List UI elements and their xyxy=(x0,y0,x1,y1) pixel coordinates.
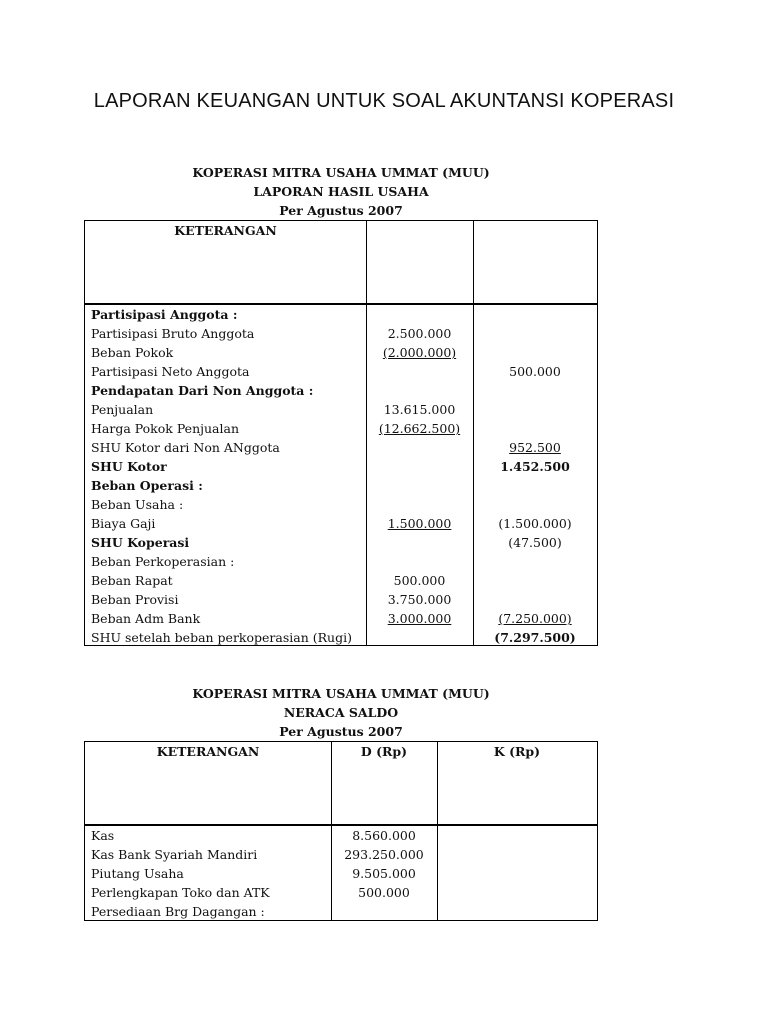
report2-org: KOPERASI MITRA USAHA UMMAT (MUU) xyxy=(192,686,490,701)
table-row xyxy=(85,400,597,419)
row-label: Beban Provisi xyxy=(91,592,179,607)
table-row xyxy=(85,381,597,400)
table-row xyxy=(85,324,597,343)
row-value-col1: 9.505.000 xyxy=(352,866,416,881)
table-row xyxy=(85,552,597,571)
table-row xyxy=(85,571,597,590)
row-label: Partisipasi Neto Anggota xyxy=(91,364,250,379)
row-value-col1: 3.750.000 xyxy=(387,592,452,607)
row-label: Kas xyxy=(91,828,115,843)
row-label: SHU Kotor xyxy=(91,459,167,474)
table-row xyxy=(85,864,597,883)
row-value-col2: 952.500 xyxy=(509,440,561,455)
table-row xyxy=(85,533,597,552)
report2-period: Per Agustus 2007 xyxy=(279,724,403,739)
row-label: Beban Adm Bank xyxy=(91,611,201,626)
table-row xyxy=(85,590,597,609)
report1-header xyxy=(84,163,598,220)
row-value-col2: (7.297.500) xyxy=(494,630,576,645)
row-label: Beban Perkoperasian : xyxy=(91,554,235,569)
row-value-col1: (12.662.500) xyxy=(378,421,461,436)
table-row xyxy=(85,609,597,628)
row-value-col1: 13.615.000 xyxy=(383,402,456,417)
row-value-col1: 293.250.000 xyxy=(344,847,424,862)
row-label: SHU Kotor dari Non ANggota xyxy=(91,440,280,455)
table-row xyxy=(85,362,597,381)
row-label: Partisipasi Bruto Anggota xyxy=(91,326,255,341)
page-title: LAPORAN KEUANGAN UNTUK SOAL AKUNTANSI KOPERASI xyxy=(93,90,675,112)
row-label: SHU setelah beban perkoperasian (Rugi) xyxy=(91,630,352,645)
table-row xyxy=(85,845,597,864)
table-row xyxy=(85,883,597,902)
row-value-col2: 1.452.500 xyxy=(500,459,570,474)
row-value-col2: 500.000 xyxy=(509,364,561,379)
row-value-col1: 1.500.000 xyxy=(387,516,452,531)
row-label: Beban Usaha : xyxy=(91,497,184,512)
table-row xyxy=(85,476,597,495)
report2-header xyxy=(84,684,598,741)
report1-title: LAPORAN HASIL USAHA xyxy=(253,184,429,199)
column-header-keterangan: KETERANGAN xyxy=(174,223,277,238)
row-value-col1: 3.000.000 xyxy=(387,611,452,626)
row-label: Harga Pokok Penjualan xyxy=(91,421,240,436)
row-value-col1: 2.500.000 xyxy=(387,326,452,341)
row-label: Persediaan Brg Dagangan : xyxy=(91,904,265,919)
row-value-col2: (1.500.000) xyxy=(498,516,572,531)
column-header-keterangan: KETERANGAN xyxy=(156,744,260,759)
row-value-col2: (47.500) xyxy=(508,535,562,550)
report2-title: NERACA SALDO xyxy=(283,705,399,720)
row-label: Partisipasi Anggota : xyxy=(91,307,238,322)
table-row xyxy=(85,628,597,647)
row-label: Pendapatan Dari Non Anggota : xyxy=(91,383,314,398)
column-header-debit: D (Rp) xyxy=(360,744,408,759)
row-value-col2: (7.250.000) xyxy=(498,611,572,626)
report1-org: KOPERASI MITRA USAHA UMMAT (MUU) xyxy=(192,165,490,180)
table-row xyxy=(85,495,597,514)
row-label: Kas Bank Syariah Mandiri xyxy=(91,847,258,862)
table-row xyxy=(85,343,597,362)
table-row xyxy=(85,438,597,457)
income-statement-table xyxy=(84,220,598,646)
column-header-kredit: K (Rp) xyxy=(493,744,541,759)
table-row xyxy=(85,826,597,845)
row-value-col1: (2.000.000) xyxy=(382,345,457,360)
table-row xyxy=(85,419,597,438)
row-label: Perlengkapan Toko dan ATK xyxy=(91,885,270,900)
table-row xyxy=(85,305,597,324)
table-row xyxy=(85,457,597,476)
row-value-col1: 8.560.000 xyxy=(352,828,416,843)
row-label: SHU Koperasi xyxy=(91,535,190,550)
row-label: Beban Pokok xyxy=(91,345,174,360)
table-row xyxy=(85,902,597,921)
row-label: Biaya Gaji xyxy=(91,516,156,531)
row-value-col1: 500.000 xyxy=(393,573,446,588)
table-row xyxy=(85,514,597,533)
row-value-col1: 500.000 xyxy=(358,885,410,900)
row-label: Beban Rapat xyxy=(91,573,173,588)
report1-period: Per Agustus 2007 xyxy=(279,203,403,218)
row-label: Beban Operasi : xyxy=(91,478,203,493)
trial-balance-table xyxy=(84,741,598,921)
row-label: Piutang Usaha xyxy=(91,866,184,881)
row-label: Penjualan xyxy=(91,402,154,417)
